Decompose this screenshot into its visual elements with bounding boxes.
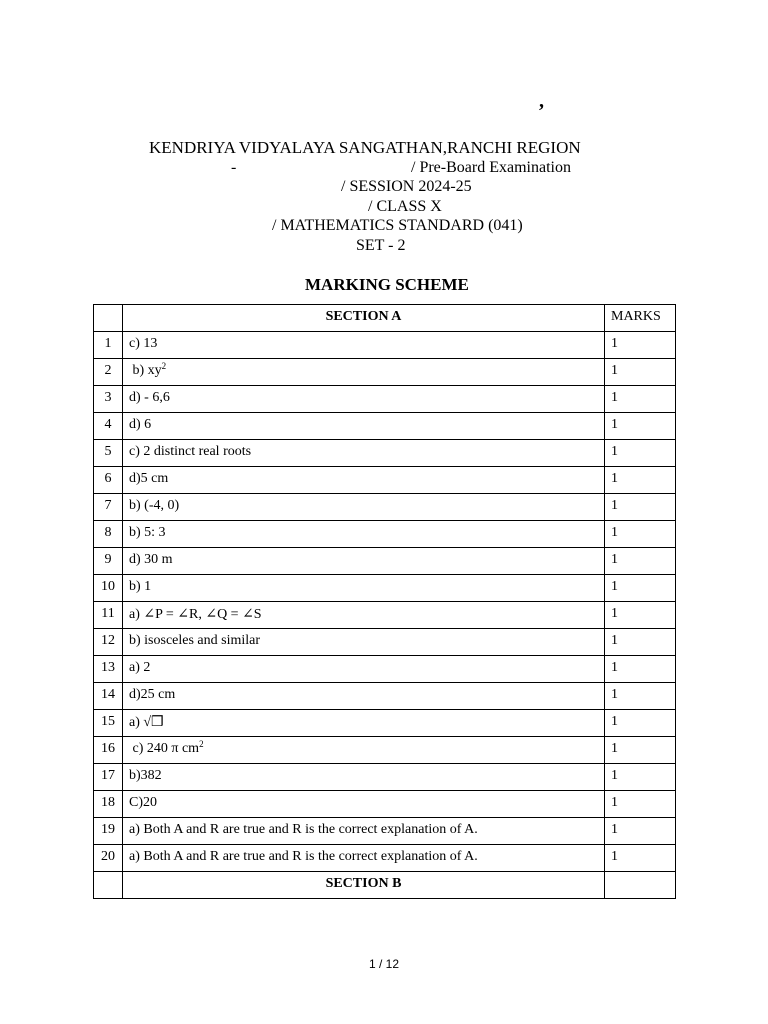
answer-cell — [123, 548, 605, 575]
answer-cell — [123, 575, 605, 602]
answer-text: b) 5: 3 — [129, 525, 166, 540]
answer-cell — [123, 521, 605, 548]
set-line: SET - 2 — [356, 237, 406, 254]
table-row — [94, 683, 676, 710]
table-row — [94, 656, 676, 683]
marks-cell: 1 — [605, 440, 676, 467]
empty-cell — [605, 872, 676, 899]
question-number: 4 — [94, 413, 123, 440]
marks-cell: 1 — [605, 521, 676, 548]
marks-cell: 1 — [605, 683, 676, 710]
hyphen: - — [231, 159, 237, 176]
answer-cell — [123, 494, 605, 521]
marks-cell: 1 — [605, 386, 676, 413]
answer-text: b) xy — [129, 363, 162, 378]
question-number: 20 — [94, 845, 123, 872]
table-row — [94, 845, 676, 872]
table-row — [94, 494, 676, 521]
question-number: 3 — [94, 386, 123, 413]
marks-cell: 1 — [605, 494, 676, 521]
answer-cell — [123, 710, 605, 737]
table-row — [94, 764, 676, 791]
marks-cell: 1 — [605, 818, 676, 845]
table-row — [94, 737, 676, 764]
table-row — [94, 413, 676, 440]
marking-scheme-table — [93, 304, 676, 899]
answer-text: C)20 — [129, 795, 157, 810]
question-number: 12 — [94, 629, 123, 656]
question-number: 19 — [94, 818, 123, 845]
answer-cell — [123, 386, 605, 413]
answer-cell — [123, 818, 605, 845]
marks-cell: 1 — [605, 710, 676, 737]
marks-cell: 1 — [605, 656, 676, 683]
empty-cell — [94, 872, 123, 899]
question-number: 7 — [94, 494, 123, 521]
question-number: 17 — [94, 764, 123, 791]
answer-text: d) 30 m — [129, 552, 173, 567]
marks-cell: 1 — [605, 791, 676, 818]
table-row — [94, 548, 676, 575]
answer-cell — [123, 440, 605, 467]
answer-text: d) - 6,6 — [129, 390, 170, 405]
answer-text: a) Both A and R are true and R is the correct explanation of A. — [129, 822, 478, 837]
answer-cell — [123, 764, 605, 791]
superscript: 2 — [161, 361, 167, 371]
table-row — [94, 629, 676, 656]
table-row — [94, 791, 676, 818]
question-number: 5 — [94, 440, 123, 467]
answer-text: a) √❒ — [129, 715, 164, 730]
question-number: 18 — [94, 791, 123, 818]
section-a-header-row — [94, 305, 676, 332]
empty-cell — [94, 305, 123, 332]
stray-comma: , — [539, 90, 544, 112]
marks-cell: 1 — [605, 629, 676, 656]
answer-cell — [123, 683, 605, 710]
table-row — [94, 710, 676, 737]
marks-cell: 1 — [605, 548, 676, 575]
marks-cell: 1 — [605, 764, 676, 791]
table-row — [94, 602, 676, 629]
marks-cell: 1 — [605, 845, 676, 872]
marks-header: MARKS — [605, 305, 676, 332]
question-number: 10 — [94, 575, 123, 602]
answer-cell — [123, 791, 605, 818]
table-row — [94, 359, 676, 386]
marks-cell: 1 — [605, 467, 676, 494]
marks-cell: 1 — [605, 602, 676, 629]
question-number: 14 — [94, 683, 123, 710]
answer-cell — [123, 845, 605, 872]
superscript: 2 — [199, 739, 204, 749]
marks-cell: 1 — [605, 575, 676, 602]
answer-text: a) Both A and R are true and R is the correct explanation of A. — [129, 849, 478, 864]
table-row — [94, 332, 676, 359]
answer-text: b)382 — [129, 768, 162, 783]
question-number: 8 — [94, 521, 123, 548]
table-row — [94, 521, 676, 548]
answer-text: b) 1 — [129, 579, 152, 594]
answer-text: a) 2 — [129, 660, 151, 675]
answer-text: d) 6 — [129, 417, 152, 432]
section-b-heading: SECTION B — [123, 872, 605, 899]
page-title: MARKING SCHEME — [305, 275, 469, 294]
answer-text: b) (-4, 0) — [129, 498, 180, 513]
answer-cell — [123, 737, 605, 764]
answer-text: a) ∠P = ∠R, ∠Q = ∠S — [129, 607, 262, 622]
marks-cell: 1 — [605, 413, 676, 440]
subject-line: / MATHEMATICS STANDARD (041) — [272, 217, 523, 234]
answer-text: c) 13 — [129, 336, 158, 351]
session-line: / SESSION 2024-25 — [341, 178, 472, 195]
question-number: 6 — [94, 467, 123, 494]
org-title: KENDRIYA VIDYALAYA SANGATHAN,RANCHI REGION — [149, 138, 581, 157]
answer-text: c) 2 distinct real roots — [129, 444, 252, 459]
question-number: 1 — [94, 332, 123, 359]
answer-cell — [123, 332, 605, 359]
answer-text: d)5 cm — [129, 471, 169, 486]
question-number: 11 — [94, 602, 123, 629]
answer-cell — [123, 656, 605, 683]
answer-text: d)25 cm — [129, 687, 176, 702]
table-row — [94, 467, 676, 494]
answer-cell — [123, 359, 605, 386]
question-number: 16 — [94, 737, 123, 764]
section-b-header-row — [94, 872, 676, 899]
answer-text: b) isosceles and similar — [129, 633, 261, 648]
question-number: 2 — [94, 359, 123, 386]
question-number: 15 — [94, 710, 123, 737]
section-a-heading: SECTION A — [123, 305, 605, 332]
question-number: 9 — [94, 548, 123, 575]
answer-cell — [123, 413, 605, 440]
answer-cell — [123, 602, 605, 629]
table-row — [94, 440, 676, 467]
answer-text: c) 240 π cm — [129, 741, 200, 756]
answer-cell — [123, 629, 605, 656]
marks-cell: 1 — [605, 359, 676, 386]
page-number: 1 / 12 — [368, 957, 400, 971]
table-row — [94, 386, 676, 413]
question-number: 13 — [94, 656, 123, 683]
table-row — [94, 575, 676, 602]
table-row — [94, 818, 676, 845]
exam-title: / Pre-Board Examination — [411, 159, 571, 176]
table-body — [94, 305, 676, 899]
answer-cell — [123, 467, 605, 494]
marks-cell: 1 — [605, 737, 676, 764]
class-line: / CLASS X — [368, 198, 442, 215]
marks-cell: 1 — [605, 332, 676, 359]
